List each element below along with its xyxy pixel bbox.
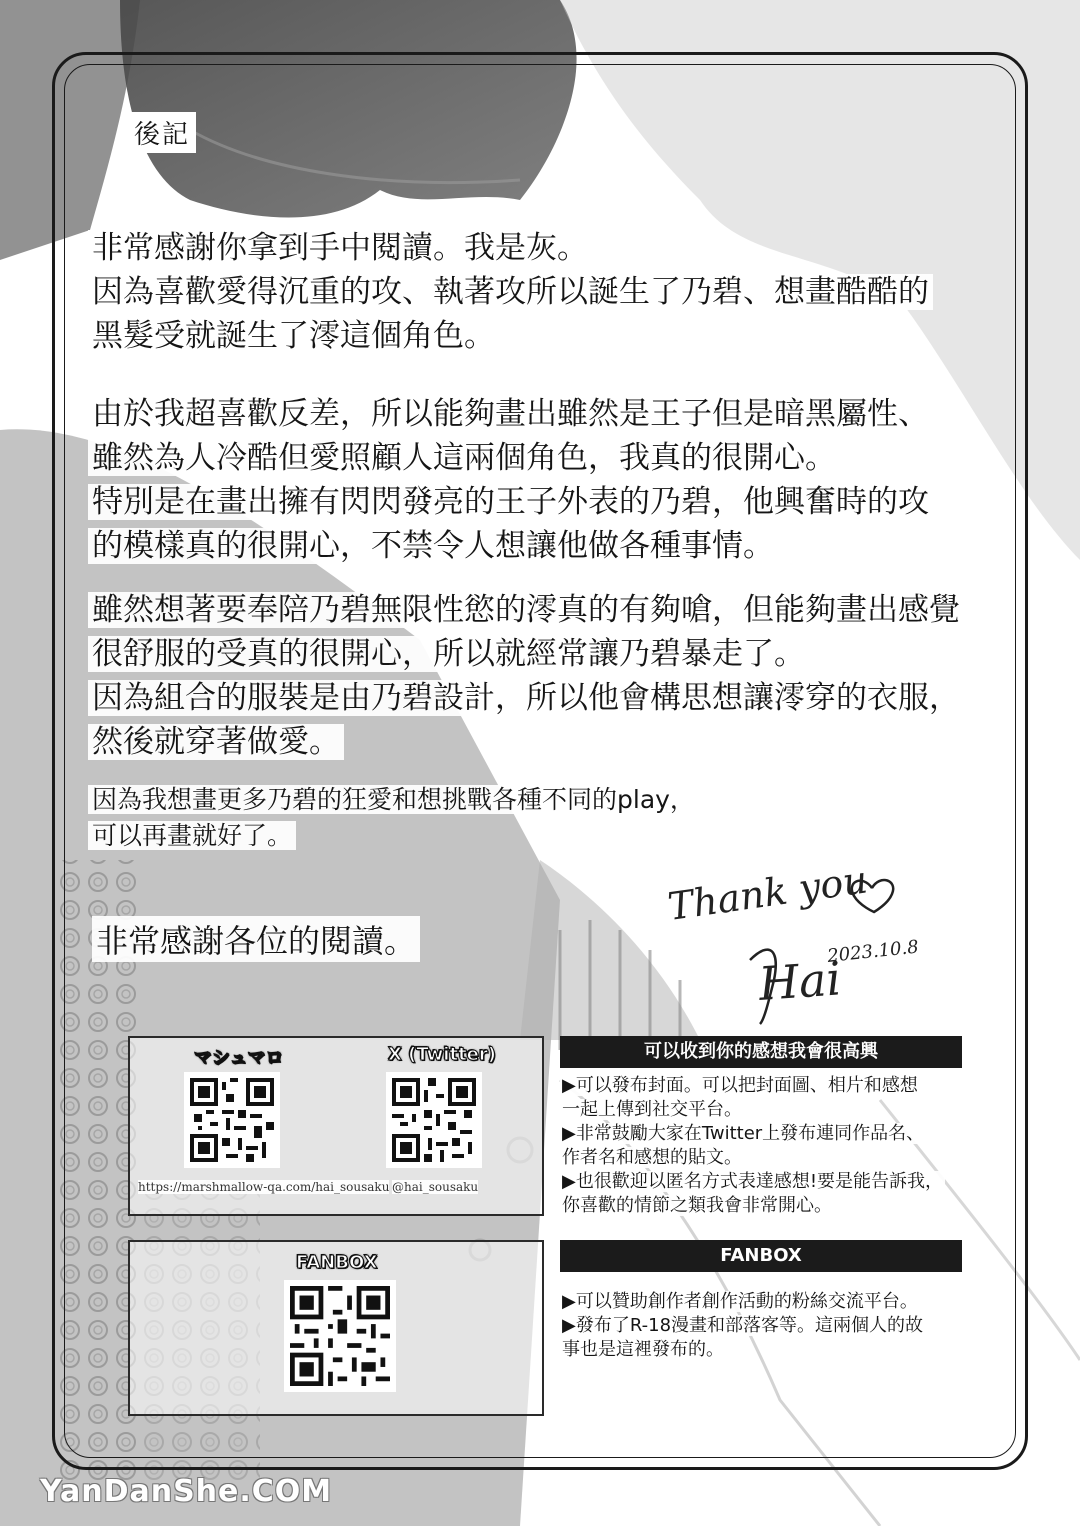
paragraph-line: 特別是在畫出擁有閃閃發亮的王子外表的乃碧，他興奮時的攻 [88, 480, 1008, 524]
fanbox-qr-code[interactable] [284, 1280, 396, 1392]
fanbox-header: FANBOX [560, 1240, 962, 1272]
feedback-line: ▶非常鼓勵大家在Twitter上發布連同作品名、 [562, 1123, 925, 1144]
marshmallow-qr-code[interactable] [184, 1072, 280, 1168]
signature-name: Hai [757, 951, 843, 1011]
feedback-body [560, 1074, 965, 1218]
signature-date: 2023.10.8 [826, 936, 920, 967]
afterword-paragraph-1 [88, 226, 1008, 358]
paragraph-line: 由於我超喜歡反差，所以能夠畫出雖然是王子但是暗黑屬性、 [88, 392, 1008, 436]
fanbox-line: ▶發布了R-18漫畫和部落客等。這兩個人的故 [562, 1315, 924, 1336]
paragraph-line: 非常感謝你拿到手中閱讀。我是灰。 [88, 226, 1008, 270]
paragraph-line: 然後就穿著做愛。 [88, 720, 1008, 764]
afterword-paragraph-2 [88, 392, 1008, 568]
paragraph-line: 的模樣真的很開心，不禁令人想讓他做各種事情。 [88, 524, 1008, 568]
feedback-line: 作者名和感想的貼文。 [562, 1147, 742, 1168]
twitter-label: X (Twitter) [388, 1044, 496, 1065]
fanbox-line: 事也是這裡發布的。 [562, 1339, 724, 1360]
marshmallow-url[interactable]: https://marshmallow-qa.com/hai_sousaku [138, 1180, 390, 1194]
twitter-handle[interactable]: @hai_sousaku [392, 1180, 479, 1194]
feedback-header: 可以收到你的感想我會很高興 [560, 1036, 962, 1068]
site-watermark: YanDanShe.COM [40, 1474, 333, 1509]
afterword-title: 後記 [128, 112, 196, 153]
afterword-small-paragraph [88, 782, 788, 854]
marshmallow-label: マシュマロ [194, 1048, 284, 1069]
fanbox-body [560, 1290, 965, 1362]
paragraph-line: 可以再畫就好了。 [88, 818, 788, 854]
signature [660, 850, 960, 1030]
paragraph-line: 因為我想畫更多乃碧的狂愛和想挑戰各種不同的play， [88, 782, 788, 818]
feedback-line: 你喜歡的情節之類我會非常開心。 [562, 1195, 832, 1216]
paragraph-line: 雖然為人冷酷但愛照顧人這兩個角色，我真的很開心。 [88, 436, 1008, 480]
paragraph-line: 因為組合的服裝是由乃碧設計，所以他會構思想讓澪穿的衣服， [88, 676, 1008, 720]
afterword-paragraph-3 [88, 588, 1008, 764]
feedback-line: 一起上傳到社交平台。 [562, 1099, 742, 1120]
feedback-line: ▶可以發布封面。可以把封面圖、相片和感想 [562, 1075, 918, 1096]
twitter-qr-code[interactable] [386, 1072, 482, 1168]
paragraph-line: 因為喜歡愛得沉重的攻、執著攻所以誕生了乃碧、想畫酷酷的 [88, 270, 1008, 314]
fanbox-qr-label: FANBOX [296, 1252, 378, 1273]
paragraph-line: 很舒服的受真的很開心，所以就經常讓乃碧暴走了。 [88, 632, 1008, 676]
fanbox-line: ▶可以贊助創作者創作活動的粉絲交流平台。 [562, 1291, 918, 1312]
paragraph-line: 雖然想著要奉陪乃碧無限性慾的澪真的有夠嗆，但能夠畫出感覺 [88, 588, 1008, 632]
paragraph-line: 黑髮受就誕生了澪這個角色。 [88, 314, 1008, 358]
signature-message: Thank you [665, 857, 871, 929]
feedback-line: ▶也很歡迎以匿名方式表達感想!要是能告訴我， [562, 1171, 944, 1192]
closing-thanks: 非常感謝各位的閱讀。 [92, 916, 420, 962]
